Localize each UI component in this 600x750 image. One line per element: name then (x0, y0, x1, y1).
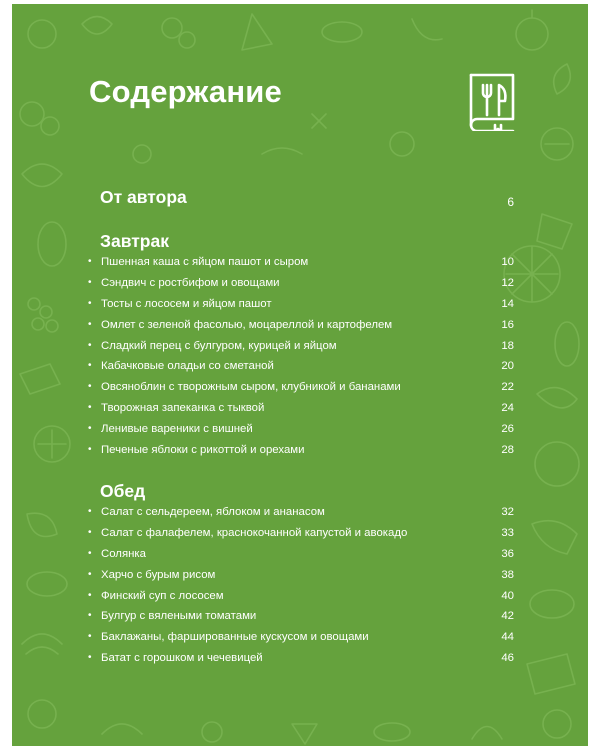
item-page: 33 (501, 526, 514, 539)
list-item: • Финский суп с лососем 40 (86, 586, 514, 607)
item-label: Пшенная каша с яйцом пашот и сыром (101, 256, 309, 268)
list-item: • Харчо с бурым рисом 38 (86, 565, 514, 586)
breakfast-list (86, 252, 514, 461)
list-item: • Овсяноблин с творожным сыром, клубникой и бананами 22 (86, 377, 514, 398)
item-page: 36 (501, 547, 514, 560)
contents-page (12, 4, 588, 746)
page-title: Содержание (89, 74, 282, 109)
lunch-list (86, 502, 514, 669)
list-item: • Пшенная каша с яйцом пашот и сыром 10 (86, 252, 514, 273)
item-label: Ленивые вареники с вишней (101, 423, 253, 436)
item-page: 24 (501, 402, 514, 415)
item-page: 46 (501, 652, 514, 665)
book-fork-knife-icon (465, 71, 519, 131)
item-label: Булгур с вялеными томатами (101, 610, 257, 623)
item-page: 14 (501, 297, 514, 310)
item-label: Харчо с бурым рисом (101, 568, 216, 581)
item-label: Тосты с лососем и яйцом пашот (101, 297, 272, 310)
list-item: • Творожная запеканка с тыквой 24 (86, 398, 514, 419)
item-page: 28 (501, 444, 514, 457)
list-item: • Кабачковые оладьи со сметаной 20 (86, 356, 514, 377)
item-page: 22 (501, 381, 514, 394)
item-page: 10 (501, 256, 514, 268)
section-title-breakfast: Завтрак (100, 231, 169, 251)
section-title-lunch: Обед (100, 481, 146, 501)
item-label: Салат с сельдереем, яблоком и ананасом (101, 506, 325, 518)
item-page: 20 (501, 360, 514, 373)
item-label: Сэндвич с ростбифом и овощами (101, 276, 280, 289)
list-item: • Печеные яблоки с рикоттой и орехами 28 (86, 440, 514, 461)
item-page: 44 (501, 631, 514, 644)
list-item: • Сэндвич с ростбифом и овощами 12 (86, 273, 514, 294)
item-label: Кабачковые оладьи со сметаной (101, 360, 274, 373)
item-label: Омлет с зеленой фасолью, моцареллой и картофелем (101, 318, 393, 331)
item-label: Печеные яблоки с рикоттой и орехами (101, 444, 305, 457)
item-label: Творожная запеканка с тыквой (101, 402, 265, 415)
list-item: • Тосты с лососем и яйцом пашот 14 (86, 294, 514, 315)
list-item: • Салат с фалафелем, краснокочанной капустой и авокадо 33 (86, 523, 514, 544)
item-label: Салат с фалафелем, краснокочанной капустой и авокадо (101, 526, 408, 539)
list-item: • Баклажаны, фаршированные кускусом и овощами 44 (86, 627, 514, 648)
item-page: 16 (501, 318, 514, 331)
item-page: 38 (501, 568, 514, 581)
item-page: 12 (501, 276, 514, 289)
item-label: Баклажаны, фаршированные кускусом и овощами (101, 631, 369, 644)
list-item: • Салат с сельдереем, яблоком и ананасом 32 (86, 502, 514, 523)
item-page: 40 (501, 589, 514, 602)
item-page: 18 (501, 339, 514, 352)
item-page: 42 (501, 610, 514, 623)
section-title-author: От автора (100, 187, 187, 207)
item-page: 26 (501, 423, 514, 436)
item-page: 32 (501, 506, 514, 518)
list-item: • Батат с горошком и чечевицей 46 (86, 648, 514, 669)
item-label: Овсяноблин с творожным сыром, клубникой и бананами (101, 381, 401, 394)
item-label: Солянка (101, 547, 146, 560)
list-item: • Булгур с вялеными томатами 42 (86, 606, 514, 627)
item-label: Батат с горошком и чечевицей (101, 652, 263, 665)
list-item: • Омлет с зеленой фасолью, моцареллой и картофелем 16 (86, 315, 514, 336)
list-item: • Ленивые вареники с вишней 26 (86, 419, 514, 440)
item-label: Сладкий перец с булгуром, курицей и яйцом (101, 339, 337, 352)
list-item: • Солянка 36 (86, 544, 514, 565)
list-item: • Сладкий перец с булгуром, курицей и яйцом 18 (86, 336, 514, 357)
item-label: Финский суп с лососем (101, 589, 224, 602)
author-page-number: 6 (507, 195, 514, 209)
